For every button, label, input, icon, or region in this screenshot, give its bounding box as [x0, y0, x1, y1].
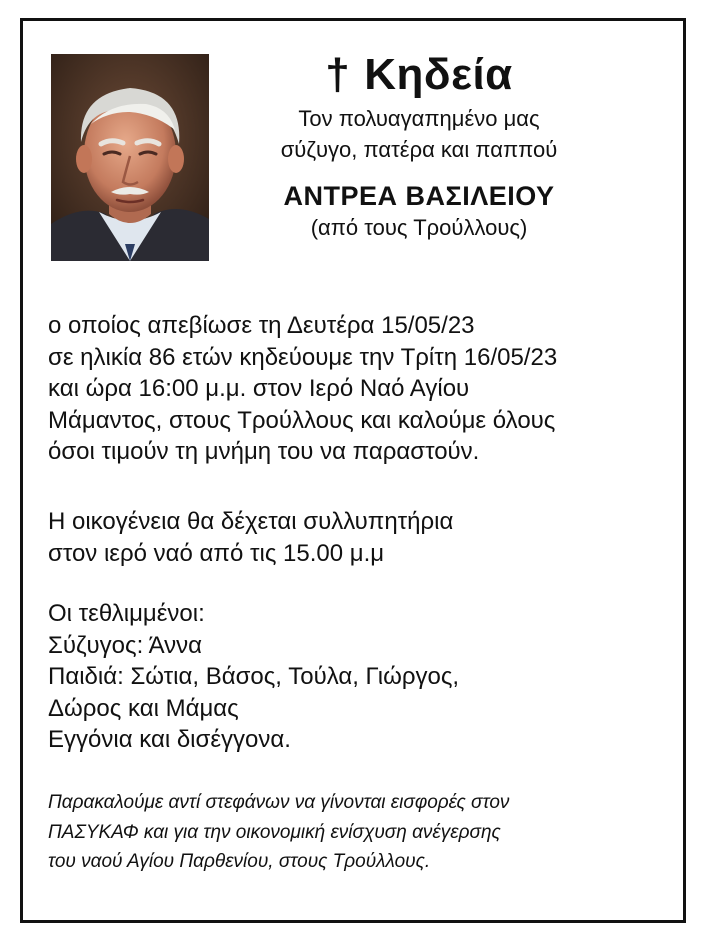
- condolences-paragraph: [48, 506, 688, 569]
- donation-note: [48, 788, 678, 877]
- condolences-line: Η οικογένεια θα δέχεται συλλυπητήρια: [48, 508, 454, 535]
- announcement-line: ο οποίος απεβίωσε τη Δευτέρα 15/05/23: [48, 312, 475, 339]
- notice-title: [223, 49, 615, 101]
- mourners-line: Σύζυγος: Άννα: [48, 631, 203, 659]
- funeral-notice-card: [20, 18, 686, 923]
- note-line: Παρακαλούμε αντί στεφάνων να γίνονται εισφορές στον: [48, 792, 510, 813]
- mourners-heading: Οι τεθλιμμένοι:: [48, 600, 205, 627]
- deceased-origin: (από τους Τρούλλους): [310, 215, 528, 240]
- dedication-line: σύζυγο, πατέρα και παππού: [280, 137, 558, 162]
- dedication-text: [223, 103, 615, 165]
- announcement-line: σε ηλικία 86 ετών κηδεύουμε την Τρίτη 16/05/23: [48, 343, 558, 371]
- mourners-list: [48, 598, 688, 756]
- cross-icon: †: [325, 50, 351, 99]
- portrait-image: [51, 54, 209, 261]
- announcement-paragraph: [48, 310, 688, 468]
- announcement-line: Μάμαντος, στους Τρούλλους και καλούμε όλους: [48, 406, 556, 434]
- note-line: του ναού Αγίου Παρθενίου, στους Τρούλλους.: [48, 851, 431, 872]
- mourners-line: Εγγόνια και δισέγγονα.: [48, 726, 291, 753]
- portrait-photo: [51, 54, 209, 261]
- mourners-line: Παιδιά: Σώτια, Βάσος, Τούλα, Γιώργος,: [48, 663, 460, 690]
- note-line: ΠΑΣΥΚΑΦ και για την οικονομική ενίσχυση ανέγερσης: [48, 821, 501, 843]
- title-text: Κηδεία: [364, 50, 513, 99]
- announcement-line: και ώρα 16:00 μ.μ. στον Ιερό Ναό Αγίου: [48, 375, 470, 402]
- condolences-line: στον ιερό ναό από τις 15.00 μ.μ: [48, 539, 385, 567]
- announcement-line: όσοι τιμούν τη μνήμη του να παραστούν.: [48, 438, 480, 465]
- deceased-name: ΑΝΤΡΕΑ ΒΑΣΙΛΕΙΟΥ: [283, 181, 555, 211]
- dedication-line: Τον πολυαγαπημένο μας: [298, 106, 540, 131]
- notice-header: [223, 49, 615, 243]
- mourners-line: Δώρος και Μάμας: [48, 694, 239, 722]
